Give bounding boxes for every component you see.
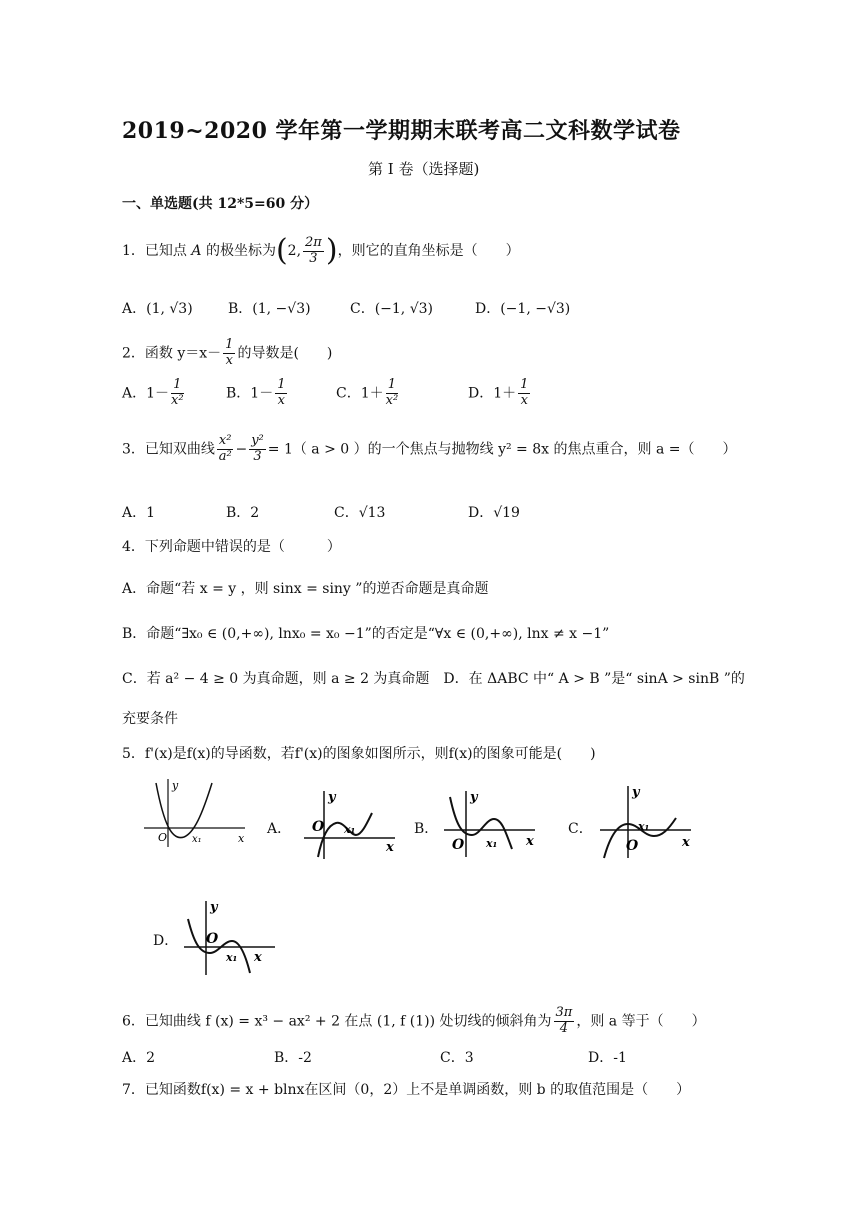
- q2-option-d: D．1＋ $\frac{1}{x}$: [468, 377, 529, 408]
- svg-text:x₁: x₁: [486, 837, 498, 850]
- q5-option-b-label: B．: [414, 821, 439, 837]
- q5-option-c-graph: [596, 780, 696, 860]
- q3-option-b: B．2: [226, 505, 260, 521]
- question-4: 4．下列命题中错误的是（ ）: [122, 539, 341, 555]
- q2-option-a: A．1－ $\frac{1}{\text{x²}}$: [122, 377, 184, 408]
- q5-derivative-graph: [140, 775, 250, 850]
- q2-option-b: B．1－ $\frac{1}{x}$: [226, 377, 286, 408]
- q5-option-d-graph: [180, 895, 280, 977]
- q5-option-a-graph: [300, 785, 400, 860]
- q1-fraction: $\frac{2\pi}{3}$: [305, 234, 322, 266]
- q3-option-d: D．√19: [468, 505, 520, 521]
- svg-text:x: x: [682, 835, 690, 850]
- q5-option-b-graph: [440, 785, 540, 860]
- svg-text:y: y: [632, 785, 640, 800]
- q3-option-a: A．1: [122, 505, 156, 521]
- page-subtitle: 第 I 卷（选择题): [368, 160, 480, 178]
- q4-option-cd: C．若 a² − 4 ≥ 0 为真命题，则 a ≥ 2 为真命题 D．在 ΔABC 中“ A > B ”是“ sinA > sinB ”的: [122, 671, 745, 687]
- q6-option-d: D．-1: [588, 1050, 627, 1066]
- section-heading: 一、单选题(共 12*5=60 分）: [122, 196, 319, 212]
- svg-text:x₁: x₁: [344, 823, 356, 836]
- svg-text:y: y: [328, 790, 336, 805]
- question-1: 1．已知点 A 的极坐标为(2, $\frac{2\pi}{3}$ )，则它的直角坐标是（ ）: [122, 233, 520, 268]
- q5-option-a-label: A．: [267, 821, 292, 837]
- svg-text:O: O: [206, 931, 219, 947]
- q5-option-d-label: D．: [153, 933, 179, 949]
- q1-option-b: B．(1, −√3): [228, 301, 311, 317]
- q4-option-d-cont: 充要条件: [122, 711, 178, 727]
- svg-text:y: y: [210, 900, 218, 915]
- svg-text:x: x: [386, 840, 394, 855]
- svg-text:x₁: x₁: [638, 820, 650, 833]
- svg-text:y: y: [172, 779, 179, 792]
- q3-option-c: C．√13: [334, 505, 386, 521]
- q1-option-c: C．(−1, √3): [350, 301, 434, 317]
- svg-text:x: x: [526, 834, 534, 849]
- q5-option-c-label: C．: [568, 821, 593, 837]
- page-title: 2019~2020 学年第一学期期末联考高二文科数学试卷: [122, 118, 681, 144]
- svg-text:O: O: [452, 837, 465, 853]
- q6-option-b: B．-2: [274, 1050, 312, 1066]
- svg-text:x: x: [254, 950, 262, 965]
- svg-text:O: O: [158, 831, 168, 844]
- svg-text:x₁: x₁: [226, 951, 238, 964]
- q1-option-d: D．(−1, −√3): [475, 301, 571, 317]
- svg-text:x: x: [238, 832, 245, 845]
- question-5: 5．f'(x)是f(x)的导函数，若f'(x)的图象如图所示，则f(x)的图象可能是( ): [122, 746, 596, 762]
- q6-option-c: C．3: [440, 1050, 474, 1066]
- q4-option-b: B．命题“∃x₀ ∈ (0,+∞), lnx₀ = x₀ −1”的否定是“∀x ∈ (0,+∞), lnx ≠ x −1”: [122, 626, 610, 642]
- svg-text:x₁: x₁: [192, 834, 202, 845]
- question-7: 7．已知函数f(x) = x + blnx在区间（0，2）上不是单调函数，则 b 的取值范围是（ ）: [122, 1082, 691, 1098]
- svg-text:O: O: [626, 838, 639, 854]
- question-3: 3．已知双曲线 $\frac{\text{x²}}{\text{a²}}$ − $\frac{\text{y²}}{3}$ = 1（ a > 0 ）的一个焦点与抛物线 y² = 8x 的焦点重合，则 a =（ ）: [122, 433, 737, 464]
- q2-option-c: C．1＋ $\frac{1}{\text{x²}}$: [336, 377, 399, 408]
- svg-text:O: O: [312, 819, 325, 835]
- q4-option-a: A．命题“若 x = y ，则 sinx = siny ”的逆否命题是真命题: [122, 581, 489, 597]
- svg-text:y: y: [470, 790, 478, 805]
- question-6: 6．已知曲线 f (x) = x³ − ax² + 2 在点 (1, f (1)) 处切线的倾斜角为 $\frac{3\pi}{4}$ ，则 a 等于（ ）: [122, 1005, 706, 1036]
- q2-fraction: $\frac{1}{x}$: [225, 337, 234, 368]
- question-2: 2．函数 y＝x－ $\frac{1}{x}$ 的导数是( ): [122, 337, 333, 368]
- q6-option-a: A．2: [122, 1050, 156, 1066]
- q1-option-a: A．(1, √3): [122, 301, 193, 317]
